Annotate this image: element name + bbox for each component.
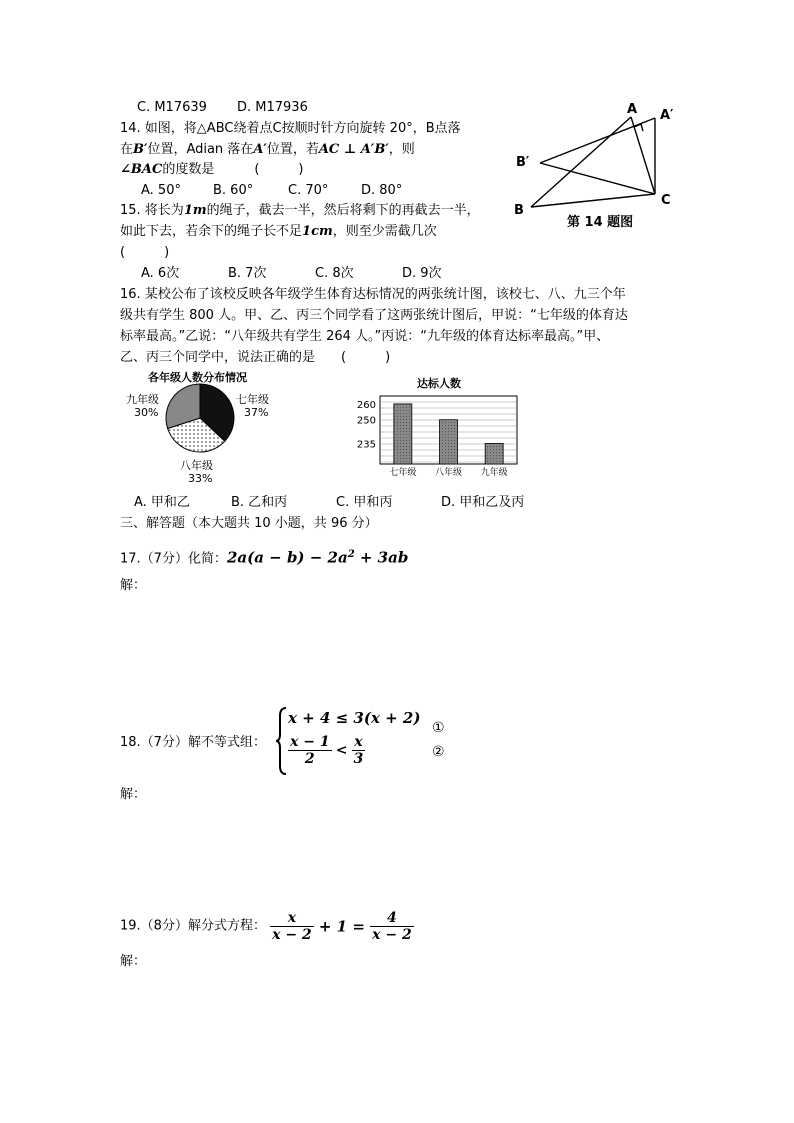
q14-triangle-figure: [510, 100, 690, 235]
q18-circled-2: ②: [432, 744, 445, 760]
pie-title: 各年级人数分布情况: [148, 371, 247, 384]
system-brace: [276, 706, 288, 776]
section3-heading: 三、解答题（本大题共 10 小题，共 96 分）: [120, 516, 378, 531]
bar-3: [485, 443, 503, 464]
grade-distribution-pie-chart: [120, 368, 300, 488]
label-C: C: [661, 193, 671, 208]
label-A-prime: A′: [660, 108, 674, 123]
q16-option-a: A. 甲和乙: [134, 495, 190, 510]
pie-label-grade7: 七年级: [236, 393, 269, 406]
label-B: B: [514, 203, 524, 218]
q16-option-c: C. 甲和丙: [336, 495, 393, 510]
q19: 19.（8分）解分式方程： $\frac{x}{x - 2}$ + 1 = $\frac{4}{x - 2}$: [120, 910, 412, 943]
q14-option-a: A. 50°: [141, 183, 181, 198]
q18-label: 18.（7分）解不等式组：: [120, 735, 266, 750]
pie-value-grade7: 37%: [244, 406, 269, 419]
frac-left: $\frac{x - 1}{2}$: [290, 734, 330, 767]
q13-option-c: C. M17639: [137, 100, 207, 115]
q15-option-a: A. 6次: [141, 266, 180, 281]
q16-line1: 16. 某校公布了该校反映各年级学生体育达标情况的两张统计图，该校七、八、九三个年: [120, 287, 626, 302]
q19-frac-right: $\frac{4}{x - 2}$: [372, 910, 412, 943]
q16-option-d: D. 甲和乙及丙: [441, 495, 525, 510]
segment-BC: [531, 194, 655, 207]
q16-line3: 标率最高。”乙说：“八年级共有学生 264 人。”丙说：“九年级的体育达标率最高。”甲、: [120, 329, 610, 344]
q18-inequality-1: x + 4 ≤ 3(x + 2): [288, 709, 421, 727]
bar-category-label: 八年级: [434, 468, 463, 478]
pie-label-grade8: 八年级: [180, 459, 213, 472]
bar-category-label: 七年级: [389, 468, 417, 478]
q18-circled-1: ①: [432, 720, 445, 736]
pass-count-bar-chart: [355, 374, 525, 484]
q19-frac-left: $\frac{x}{x - 2}$: [272, 910, 312, 943]
q16-line4: 乙、丙三个同学中，说法正确的是 ( ): [120, 350, 391, 365]
q15-option-c: C. 8次: [315, 266, 354, 281]
q14-option-d: D. 80°: [361, 183, 403, 198]
q15-option-b: B. 7次: [228, 266, 267, 281]
q14-line1: 14. 如图，将△ABC绕着点C按顺时针方向旋转 20°，B点落: [120, 121, 461, 136]
q16-option-b: B. 乙和丙: [231, 495, 288, 510]
q17: 17.（7分）化简：$2a(a - b) - 2a^2 + 3ab$: [120, 548, 409, 567]
pie-value-grade9: 30%: [134, 406, 159, 419]
segment-BA: [531, 117, 631, 207]
bar-category-label: 九年级: [480, 468, 508, 478]
q14-option-b: B. 60°: [213, 183, 254, 198]
q15-option-d: D. 9次: [402, 266, 442, 281]
q14-option-c: C. 70°: [288, 183, 329, 198]
bar-1: [394, 404, 412, 464]
segment-B2C: [540, 163, 655, 194]
bar-2: [440, 420, 458, 464]
label-A: A: [627, 102, 638, 117]
label-B-prime: B′: [516, 155, 530, 170]
q18-solution-label: 解：: [120, 787, 147, 802]
bar-ytick-label: 260: [356, 399, 376, 411]
q19-solution-label: 解：: [120, 954, 147, 969]
q13-option-d: D. M17936: [237, 100, 308, 115]
pie-label-grade9: 九年级: [126, 393, 159, 406]
bar-ytick-label: 250: [356, 415, 376, 427]
bar-ytick-label: 235: [356, 439, 376, 451]
pie-value-grade8: 33%: [188, 472, 213, 485]
figure-caption: 第 14 题图: [567, 215, 634, 230]
q15-line2: 如此下去，若余下的绳子长不足1cm，则至少需截几次: [120, 224, 437, 239]
q17-solution-label: 解：: [120, 578, 147, 593]
q14-line3: ∠BAC的度数是 ( ): [120, 162, 304, 177]
q16-line2: 级共有学生 800 人。甲、乙、丙三个同学看了这两张统计图后，甲说：“七年级的体育达: [120, 308, 628, 323]
bar-title: 达标人数: [417, 377, 461, 390]
q15-line1: 15. 将长为1m的绳子，截去一半，然后将剩下的再截去一半，: [120, 203, 480, 218]
q18-inequality-2: $\frac{x - 1}{2}$ < $\frac{x}{3}$: [290, 734, 364, 767]
q15-paren: ( ): [120, 245, 170, 260]
frac-right: $\frac{x}{3}$: [353, 734, 364, 767]
q14-line2: 在B′位置，Adian 落在A′位置，若AC ⊥ A′B′，则: [120, 142, 415, 157]
